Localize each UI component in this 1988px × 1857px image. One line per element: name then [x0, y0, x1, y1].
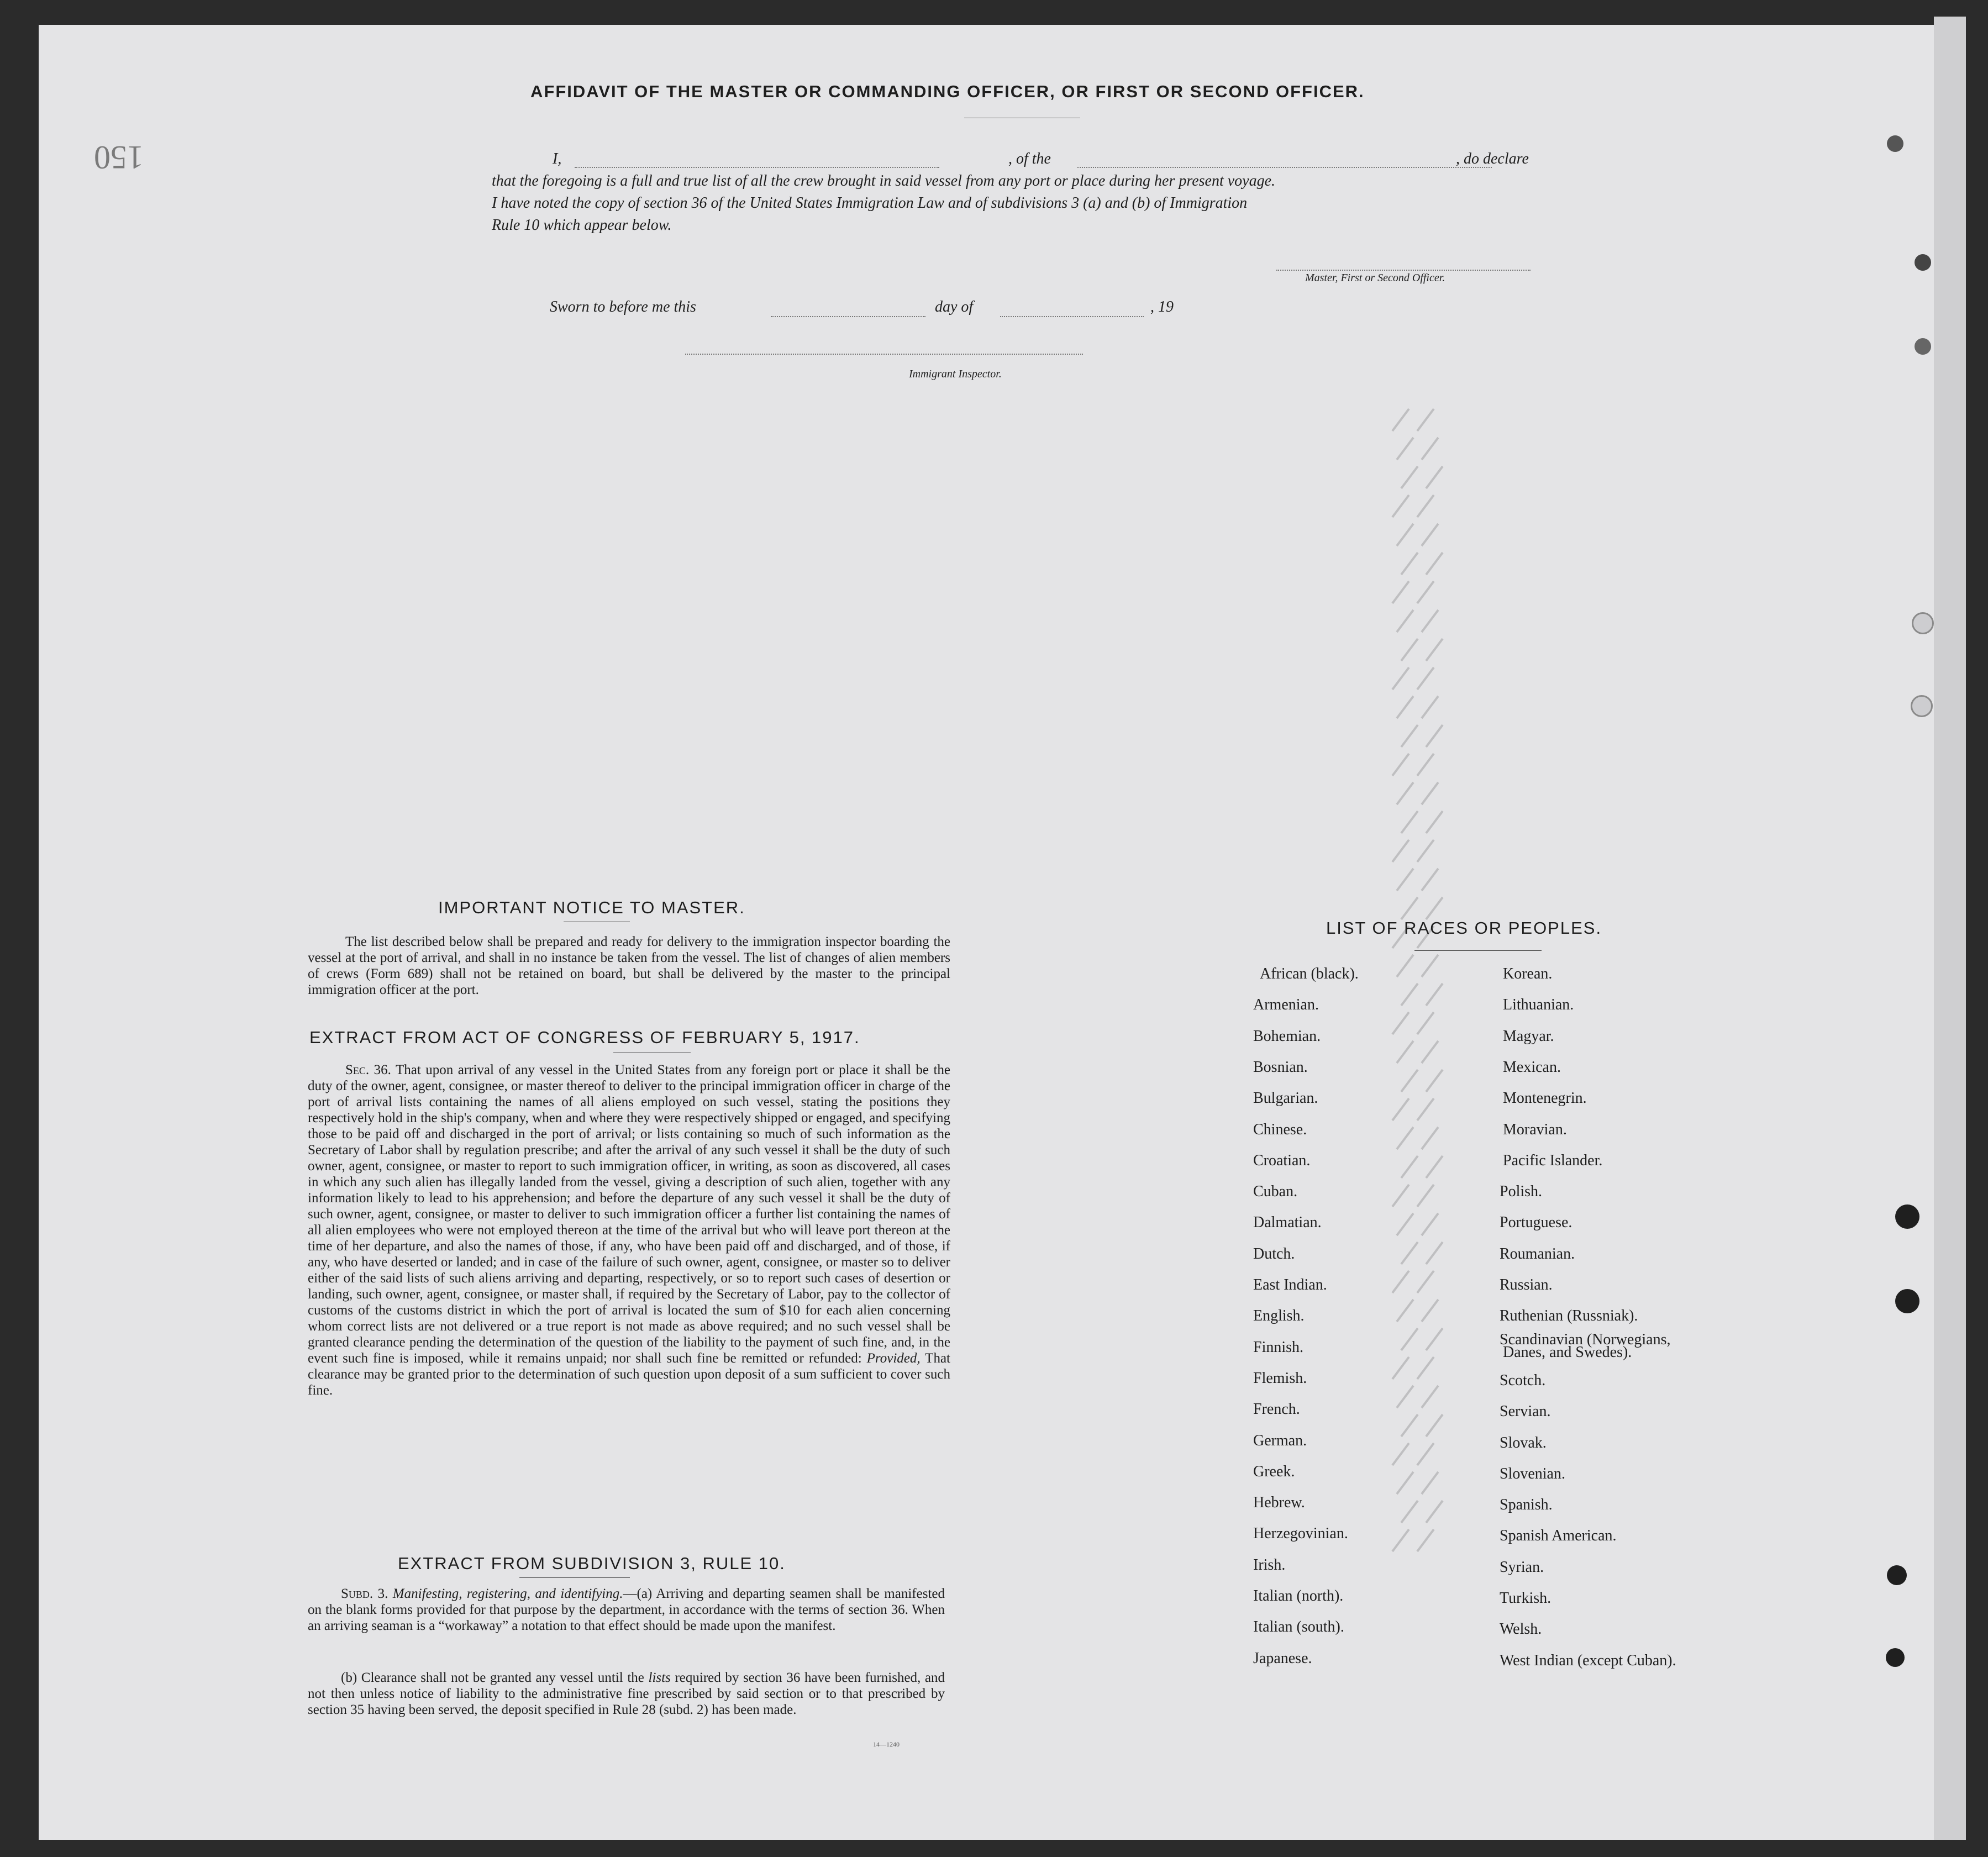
tick-mark	[1397, 524, 1438, 546]
subd-b-lists: lists	[648, 1670, 671, 1685]
race-left-item: Bulgarian.	[1253, 1090, 1318, 1107]
tick-mark	[1392, 1271, 1434, 1293]
day-of-text: day of	[935, 298, 974, 315]
master-signature-label: Master, First or Second Officer.	[1305, 272, 1445, 284]
race-right-item: Korean.	[1503, 965, 1553, 982]
race-left-item: Italian (south).	[1253, 1618, 1344, 1636]
race-left-item: Cuban.	[1253, 1183, 1298, 1201]
page-number-stamp: 150	[94, 139, 144, 176]
tick-mark	[1401, 1070, 1443, 1092]
race-scandinavian-cont: Danes, and Swedes).	[1503, 1344, 1632, 1361]
name-blank[interactable]	[575, 167, 939, 168]
race-left-item: Herzegovinian.	[1253, 1525, 1348, 1543]
tick-mark	[1397, 1213, 1438, 1235]
race-left-item: African (black).	[1260, 965, 1359, 982]
binder-hole	[1915, 338, 1931, 355]
race-left-item: Flemish.	[1253, 1369, 1307, 1387]
race-right-item: Welsh.	[1500, 1621, 1542, 1638]
notice-text: The list described below shall be prepared and ready for delivery to the immigration inspector boarding the vessel at the port of arrival, and shall in no instance be taken from the vessel. The list of changes of alien members of crews (Form 689) shall not be retained on board, but shall be delivered by the master to the principal immigration officer at the port.	[308, 934, 950, 997]
binder-hole	[1911, 695, 1933, 717]
tick-mark	[1401, 725, 1443, 747]
faint-tick-marks	[1370, 398, 1492, 1613]
affidavit-i: I,	[553, 150, 562, 167]
inspector-label: Immigrant Inspector.	[909, 368, 1002, 380]
tick-mark	[1397, 1127, 1438, 1149]
tick-mark	[1397, 1472, 1438, 1494]
vessel-blank[interactable]	[1077, 167, 1492, 168]
tick-mark	[1397, 869, 1438, 891]
subd-b-start: (b) Clearance shall not be granted any vessel until the	[341, 1670, 644, 1685]
races-rule	[1414, 950, 1542, 951]
sec-36-end: That clearance may be granted prior to the determination of such question upon deposit of a sum sufficient to cover such fine.	[308, 1351, 950, 1398]
tick-mark	[1392, 1012, 1434, 1034]
races-title: LIST OF RACES OR PEOPLES.	[1326, 918, 1602, 938]
race-left-item: Greek.	[1253, 1463, 1295, 1480]
tick-mark	[1397, 610, 1438, 632]
tick-mark	[1397, 438, 1438, 460]
subd-a-body: —(a) Arriving and departing seamen shall be manifested on the blank forms provided for that purpose by the department, in accordance with the terms of section 36. When an arriving seaman is a “workaway” a notation to that effect should be made upon the manifest.	[308, 1586, 945, 1633]
tick-mark	[1397, 782, 1438, 804]
binder-hole	[1895, 1204, 1919, 1229]
tick-mark	[1401, 1242, 1443, 1264]
page-edge-strip	[1934, 17, 1966, 1840]
tick-mark	[1397, 1300, 1438, 1322]
tick-mark	[1401, 811, 1443, 833]
sworn-day-blank[interactable]	[771, 316, 925, 317]
race-left-item: Bosnian.	[1253, 1058, 1308, 1076]
race-right-item: Syrian.	[1500, 1558, 1544, 1576]
tick-mark	[1392, 1529, 1434, 1551]
race-right-item: Lithuanian.	[1503, 996, 1574, 1014]
affidavit-line2: that the foregoing is a full and true list of all the crew brought in said vessel from any port or place during her present voyage.	[492, 172, 1276, 190]
document-sheet	[39, 25, 1934, 1840]
race-right-item: Slovak.	[1500, 1434, 1547, 1451]
tick-mark	[1401, 1156, 1443, 1178]
affidavit-line4: Rule 10 which appear below.	[492, 217, 672, 234]
race-right-item: Polish.	[1500, 1183, 1543, 1201]
race-right-item: Servian.	[1500, 1403, 1551, 1421]
race-right-item: Mexican.	[1503, 1058, 1561, 1076]
affidavit-of-the: , of the	[1008, 150, 1051, 167]
subd-label: Subd. 3.	[341, 1586, 388, 1601]
tick-mark	[1392, 495, 1434, 517]
race-left-item: English.	[1253, 1307, 1305, 1325]
tick-mark	[1392, 1185, 1434, 1207]
tick-mark	[1392, 667, 1434, 690]
race-right-item: Scotch.	[1500, 1371, 1546, 1389]
race-left-item: Chinese.	[1253, 1120, 1307, 1138]
race-left-item: Bohemian.	[1253, 1027, 1321, 1045]
provided-word: Provided,	[866, 1351, 921, 1366]
binder-hole	[1887, 135, 1903, 152]
tick-mark	[1392, 409, 1434, 431]
affidavit-declare: , do declare	[1456, 150, 1529, 167]
binder-hole	[1886, 1648, 1905, 1667]
race-left-item: Croatian.	[1253, 1151, 1311, 1169]
race-left-item: Japanese.	[1253, 1649, 1312, 1667]
tick-mark	[1397, 955, 1438, 977]
affidavit-title: AFFIDAVIT OF THE MASTER OR COMMANDING OFFICER, OR FIRST OR SECOND OFFICER.	[530, 82, 1365, 101]
race-right-item: Ruthenian (Russniak).	[1500, 1307, 1638, 1325]
tick-mark	[1392, 581, 1434, 603]
sec-36-label: Sec. 36.	[345, 1062, 391, 1077]
race-left-item: German.	[1253, 1432, 1307, 1449]
tick-mark	[1401, 1328, 1443, 1350]
tick-mark	[1401, 1414, 1443, 1437]
tick-mark	[1392, 1443, 1434, 1465]
tick-mark	[1392, 1357, 1434, 1379]
race-left-item: Finnish.	[1253, 1338, 1304, 1356]
tick-mark	[1397, 696, 1438, 718]
race-left-item: French.	[1253, 1401, 1300, 1418]
race-right-item: West Indian (except Cuban).	[1500, 1651, 1676, 1669]
subd-italic: Manifesting, registering, and identifying.	[392, 1586, 623, 1601]
race-left-item: Dalmatian.	[1253, 1214, 1322, 1232]
affidavit-line3: I have noted the copy of section 36 of the United States Immigration Law and of subdivisions 3 (a) and (b) of Immigration	[492, 194, 1248, 212]
subd-3a-text	[308, 1586, 945, 1634]
race-right-item: Montenegrin.	[1503, 1090, 1587, 1107]
race-right-item: Pacific Islander.	[1503, 1151, 1603, 1169]
sworn-text: Sworn to before me this	[550, 298, 696, 315]
binder-hole	[1887, 1565, 1907, 1585]
tick-mark	[1401, 897, 1443, 919]
race-left-item: East Indian.	[1253, 1276, 1327, 1293]
subd-3b-text	[308, 1670, 945, 1718]
race-left-item: Hebrew.	[1253, 1494, 1305, 1512]
race-right-item: Magyar.	[1503, 1027, 1554, 1045]
sworn-year: , 19	[1150, 298, 1174, 315]
race-right-item: Spanish.	[1500, 1496, 1553, 1514]
tick-mark	[1401, 1501, 1443, 1523]
tick-mark	[1401, 553, 1443, 575]
race-right-item: Turkish.	[1500, 1590, 1552, 1607]
race-right-item: Slovenian.	[1500, 1465, 1565, 1482]
race-left-item: Italian (north).	[1253, 1587, 1344, 1605]
binder-hole	[1915, 254, 1931, 271]
subd-b-end: required by section 36 have been furnished, and not then unless notice of liability to the administrative fine prescribed by said section or to that prescribed by section 35 having been served, the deposit specified in Rule 28 (subd. 2) has been made.	[308, 1670, 945, 1717]
act-title: EXTRACT FROM ACT OF CONGRESS OF FEBRUARY 5, 1917.	[309, 1028, 860, 1047]
tick-mark	[1392, 754, 1434, 776]
master-signature-line[interactable]	[1276, 270, 1531, 271]
race-left-item: Armenian.	[1253, 996, 1319, 1014]
rule-title: EXTRACT FROM SUBDIVISION 3, RULE 10.	[398, 1554, 786, 1573]
sec-36-body: That upon arrival of any vessel in the United States from any foreign port or place it shall be the duty of the owner, agent, consignee, or master thereof to deliver to the principal immigration officer in charge of the port of arrival lists containing the names of all aliens employed on such vessel, stating the positions they respectively hold in the ship's company, when and where they were respectively shipped or engaged, and specifying those to be paid off and discharged in the port of arrival; or lists containing so much of such information as the Secretary of Labor shall by regulation prescribe; and after the arrival of any such vessel it shall be the duty of such owner, agent, consignee, or master to report to such immigration officer, in writing, as soon as discovered, all cases in which any such alien has illegally landed from the vessel, giving a description of such alien, together with any information likely to lead to his apprehension; and before the departure of any such vessel it shall be the duty of such owner, agent, consignee, or master to deliver to such immigration officer a further list containing the names of all alien employees who were not employed thereon at the time of the arrival but who will leave port thereon at the time of her departure, and also the names of those, if any, who have been paid off and discharged, and of those, if any, who have deserted or landed; and in case of the failure of such owner, agent, consignee, or master so to deliver either of the said lists of such aliens arriving and departing, respectively, or so to report such cases of desertion or landing, such owner, agent, consignee, or master shall, if required by the Secretary of Labor, pay to the collector of customs of the customs district in which the port of arrival is located the sum of $10 for each alien concerning whom correct lists are not delivered or a true report is not made as above required; and no such vessel shall be granted clearance pending the determination of the question of the liability to the payment of such fine, and, in the event such fine is imposed, while it remains unpaid; nor shall such fine be remitted or refunded:	[308, 1062, 951, 1366]
race-right-item: Scandinavian (Norwegians,	[1500, 1330, 1671, 1348]
race-right-item: Moravian.	[1503, 1120, 1567, 1138]
race-right-item: Roumanian.	[1500, 1245, 1575, 1262]
tick-mark	[1401, 983, 1443, 1006]
tick-mark	[1401, 466, 1443, 488]
tick-mark	[1392, 840, 1434, 862]
section-36-text	[308, 1062, 950, 1398]
race-left-item: Irish.	[1253, 1556, 1286, 1574]
race-right-item: Spanish American.	[1500, 1527, 1617, 1545]
race-left-item: Dutch.	[1253, 1245, 1295, 1262]
form-number: 14—1240	[873, 1740, 900, 1748]
sworn-month-blank[interactable]	[1000, 316, 1144, 317]
notice-title: IMPORTANT NOTICE TO MASTER.	[438, 898, 745, 917]
binder-hole	[1912, 612, 1934, 634]
tick-mark	[1401, 639, 1443, 661]
race-right-item: Russian.	[1500, 1276, 1553, 1293]
binder-hole	[1895, 1289, 1919, 1313]
tick-mark	[1392, 1098, 1434, 1120]
tick-mark	[1397, 1041, 1438, 1063]
tick-mark	[1397, 1386, 1438, 1408]
rule-title-rule	[519, 1577, 630, 1578]
race-right-item: Portuguese.	[1500, 1214, 1572, 1232]
inspector-signature-line[interactable]	[685, 354, 1083, 355]
